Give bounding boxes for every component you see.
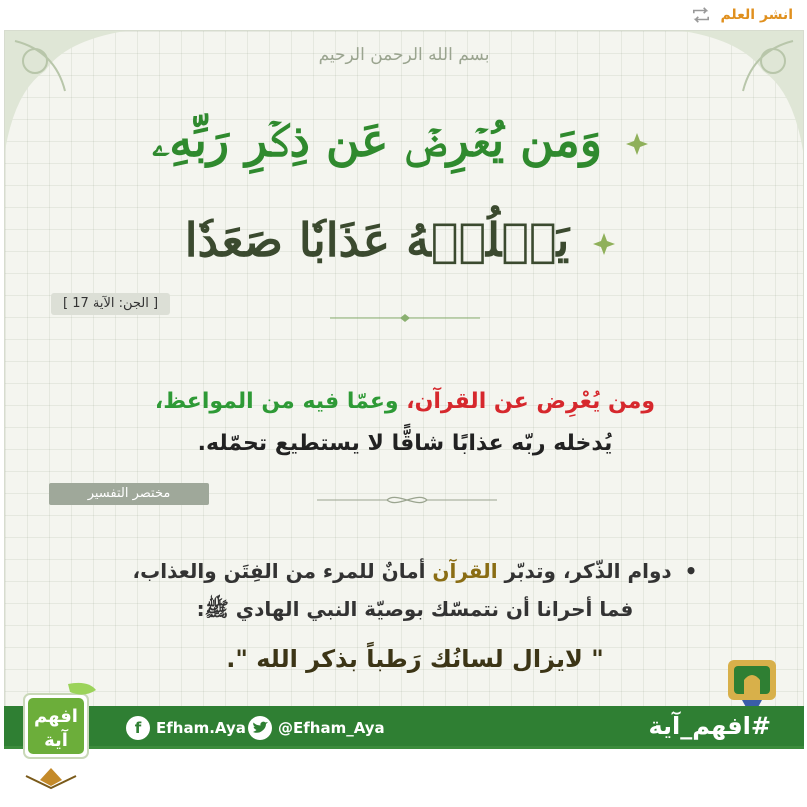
lesson-line-2: فما أحرانا أن نتمسّك بوصيّة النبي الهادي ﷺ:	[196, 597, 634, 621]
tafsir-highlight-red: ومن يُعْرِض عن القرآن،	[406, 389, 656, 414]
lesson-line-1	[45, 559, 785, 583]
svg-text:آية: آية	[44, 730, 68, 751]
share-label: انشر العلم	[720, 7, 793, 23]
hashtag[interactable]: #افهم_آية	[648, 712, 771, 740]
divider-ornament-icon	[330, 313, 480, 323]
lesson-highlight-gold: القرآن	[432, 559, 498, 583]
tafsir-highlight-green: وعمّا فيه من المواعظ،	[154, 389, 399, 414]
facebook-link[interactable]	[126, 716, 246, 740]
tafsir-line-2: يُدخله ربّه عذابًا شاقًّا لا يستطيع تحمّله.	[197, 431, 613, 456]
lesson-text-1a: دوام الذّكر، وتدبّر	[504, 559, 672, 583]
verse-marker-icon	[591, 231, 617, 257]
twitter-link[interactable]	[248, 716, 385, 740]
forum-logo-icon	[6, 766, 96, 804]
basmala: بسم الله الرحمن الرحيم	[318, 45, 490, 65]
verse-line-2	[5, 213, 803, 267]
facebook-icon: f	[126, 716, 150, 740]
verse-marker-icon	[624, 131, 650, 157]
twitter-label: @Efham_Aya	[278, 719, 385, 737]
facebook-label: Efham.Aya	[156, 719, 246, 737]
footer-strip	[4, 746, 804, 782]
verse-text-2: يَسۡلُكۡهُ عَذَابٗا صَعَدٗا	[184, 213, 570, 267]
app-logo	[18, 680, 102, 764]
svg-text:افهم: افهم	[34, 706, 78, 727]
repost-icon	[690, 6, 712, 24]
lesson-text-1b: أمانٌ للمرء من الفِتَن والعذاب،	[132, 559, 426, 583]
twitter-icon	[248, 716, 272, 740]
share-button[interactable]	[690, 6, 793, 24]
verse-card	[4, 30, 804, 782]
bullet: •	[684, 559, 698, 583]
divider-knot-icon	[317, 493, 497, 507]
tafsir-source-tag: مختصر التفسير	[49, 483, 209, 505]
lesson-quote: " لايزال لسانُك رَطباً بذكر الله ".	[226, 645, 604, 673]
top-bar	[0, 0, 807, 30]
verse-line-1	[5, 113, 803, 169]
verse-text-1: وَمَن يُعۡرِضۡ عَن ذِكۡرِ رَبِّهِۦ	[151, 113, 603, 167]
tafsir-line-1	[45, 389, 765, 414]
verse-reference: [ الجن: الآية 17 ]	[51, 293, 170, 315]
